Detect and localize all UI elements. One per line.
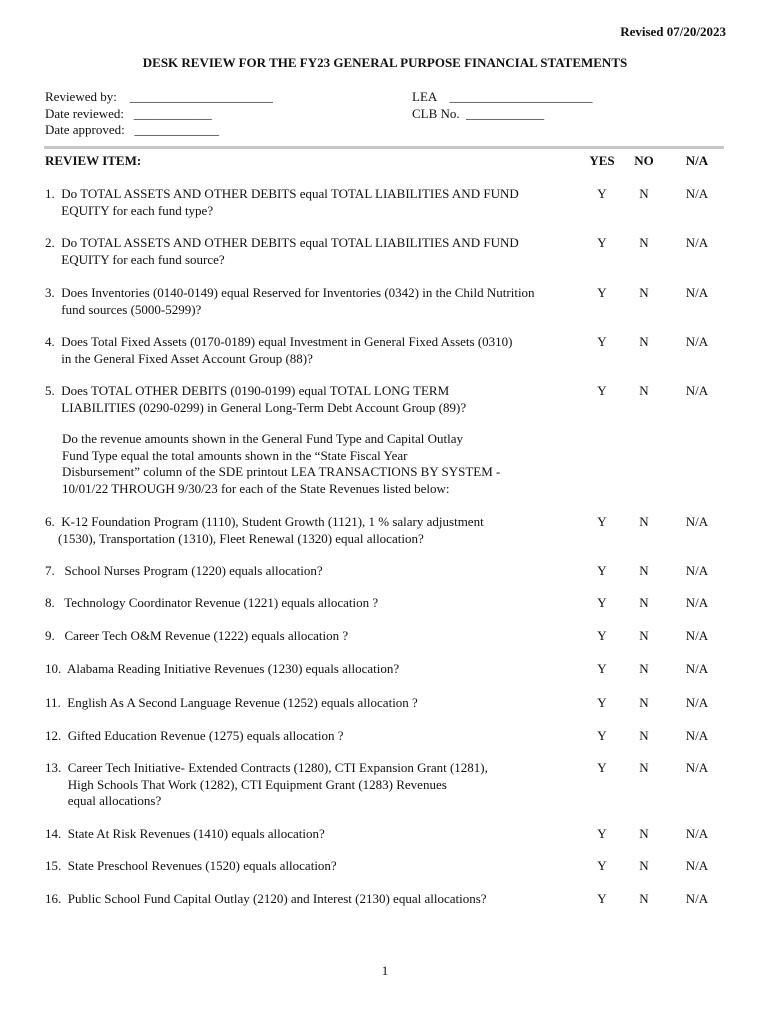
lea-fields: LEA ______________________ CLB No. ____________ [412,89,593,121]
na-option[interactable]: N/A [685,728,709,743]
no-option[interactable]: N [639,826,649,841]
review-item-text: 12. Gifted Education Revenue (1275) equals allocation ? [45,728,344,743]
review-item-text: 11. English As A Second Language Revenue (1252) equals allocation ? [45,695,418,710]
yes-option[interactable]: Y [597,826,607,841]
yes-option[interactable]: Y [597,235,607,250]
na-option[interactable]: N/A [685,563,709,578]
no-option[interactable]: N [639,383,649,398]
yes-option[interactable]: Y [597,186,607,201]
review-item-text: 2. Do TOTAL ASSETS AND OTHER DEBITS equal TOTAL LIABILITIES AND FUND EQUITY for each fund source? [45,235,519,267]
no-option[interactable]: N [639,563,649,578]
yes-option[interactable]: Y [597,628,607,643]
no-option[interactable]: N [639,186,649,201]
yes-option[interactable]: Y [597,728,607,743]
review-item-text: 13. Career Tech Initiative- Extended Contracts (1280), CTI Expansion Grant (1281), High Schools That Work (1282), CTI Equipment Grant (1283) Revenues equal allocations? [45,760,488,808]
no-option[interactable]: N [639,760,649,775]
no-option[interactable]: N [639,595,649,610]
review-item-text: 4. Does Total Fixed Assets (0170-0189) equal Investment in General Fixed Assets (0310) in the General Fixed Asset Account Group (88)? [45,334,513,366]
yes-option[interactable]: Y [597,695,607,710]
no-option[interactable]: N [639,235,649,250]
review-item-text: 7. School Nurses Program (1220) equals allocation? [45,563,323,578]
no-option[interactable]: N [639,728,649,743]
yes-option[interactable]: Y [597,858,607,873]
na-option[interactable]: N/A [685,334,709,349]
review-item-text: 16. Public School Fund Capital Outlay (2120) and Interest (2130) equal allocations? [45,891,487,906]
no-option[interactable]: N [639,695,649,710]
na-option[interactable]: N/A [685,760,709,775]
review-item-text: 10. Alabama Reading Initiative Revenues (1230) equals allocation? [45,661,400,676]
na-option[interactable]: N/A [685,826,709,841]
yes-option[interactable]: Y [597,334,607,349]
no-option[interactable]: N [639,628,649,643]
no-column-header: NO [634,153,654,168]
revised-date: Revised 07/20/2023 [620,24,726,39]
review-item-text: 5. Does TOTAL OTHER DEBITS (0190-0199) equal TOTAL LONG TERM LIABILITIES (0290-0299) in General Long-Term Debt Account Group (89)? [45,383,467,415]
no-option[interactable]: N [639,891,649,906]
yes-option[interactable]: Y [597,285,607,300]
no-option[interactable]: N [639,285,649,300]
yes-column-header: YES [589,153,615,168]
yes-option[interactable]: Y [597,891,607,906]
na-option[interactable]: N/A [685,858,709,873]
na-option[interactable]: N/A [685,891,709,906]
yes-option[interactable]: Y [597,661,607,676]
na-option[interactable]: N/A [685,514,709,529]
yes-option[interactable]: Y [597,595,607,610]
na-option[interactable]: N/A [685,628,709,643]
yes-option[interactable]: Y [597,563,607,578]
page-number: 1 [381,963,389,978]
yes-option[interactable]: Y [597,383,607,398]
review-item-text: 9. Career Tech O&M Revenue (1222) equals allocation ? [45,628,349,643]
review-item-text: 3. Does Inventories (0140-0149) equal Reserved for Inventories (0342) in the Child Nutrition fund sources (5000-5299)? [45,285,535,317]
document-title: DESK REVIEW FOR THE FY23 GENERAL PURPOSE FINANCIAL STATEMENTS [142,55,628,70]
state-revenue-instructions: Do the revenue amounts shown in the General Fund Type and Capital Outlay Fund Type equal the total amounts shown in the “State Fiscal Year Disbursement” column of the SDE printout LEA TRANSACTIONS BY SYSTEM - 10/01/22 THROUGH 9/30/23 for each of the State Revenues listed below: [62,431,501,496]
review-item-text: 15. State Preschool Revenues (1520) equals allocation? [45,858,337,873]
na-column-header: N/A [685,153,709,168]
review-item-text: 8. Technology Coordinator Revenue (1221) equals allocation ? [45,595,379,610]
na-option[interactable]: N/A [685,595,709,610]
yes-option[interactable]: Y [597,760,607,775]
review-signoff-fields: Reviewed by: ______________________ Date reviewed: ____________ Date approved: _____________ [45,89,273,137]
na-option[interactable]: N/A [685,661,709,676]
review-item-text: 6. K-12 Foundation Program (1110), Student Growth (1121), 1 % salary adjustment (1530), Transportation (1310), Fleet Renewal (1320) equal allocation? [45,514,484,546]
na-option[interactable]: N/A [685,235,709,250]
na-option[interactable]: N/A [685,695,709,710]
na-option[interactable]: N/A [685,186,709,201]
review-item-header: REVIEW ITEM: [45,153,142,168]
review-item-text: 14. State At Risk Revenues (1410) equals allocation? [45,826,325,841]
no-option[interactable]: N [639,334,649,349]
no-option[interactable]: N [639,514,649,529]
na-option[interactable]: N/A [685,383,709,398]
no-option[interactable]: N [639,858,649,873]
header-divider [44,146,724,149]
review-item-text: 1. Do TOTAL ASSETS AND OTHER DEBITS equal TOTAL LIABILITIES AND FUND EQUITY for each fund type? [45,186,519,218]
no-option[interactable]: N [639,661,649,676]
yes-option[interactable]: Y [597,514,607,529]
na-option[interactable]: N/A [685,285,709,300]
